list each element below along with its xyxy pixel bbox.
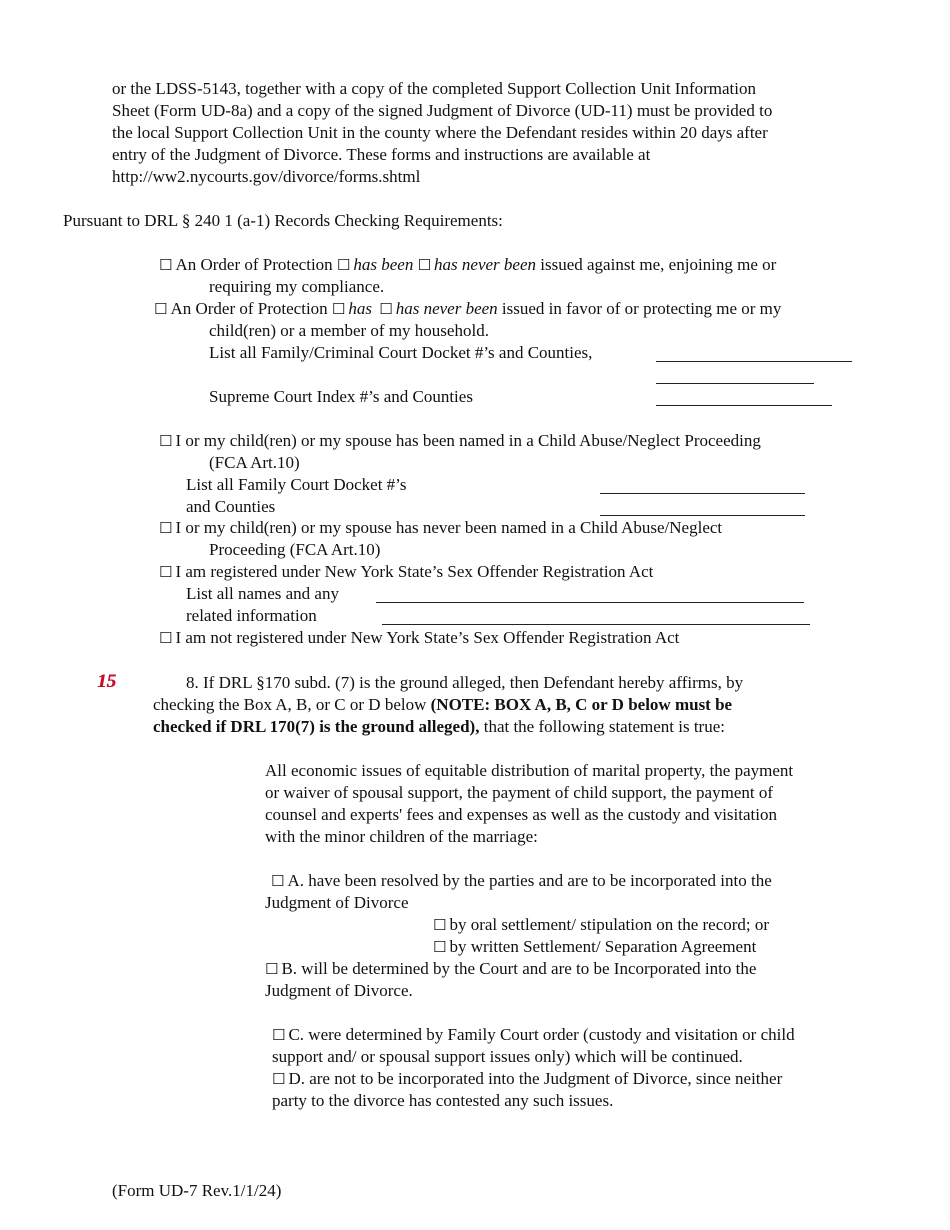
intro-line-4: entry of the Judgment of Divorce. These forms and instructions are available at	[112, 145, 651, 164]
names-label: List all names and any	[186, 584, 339, 603]
intro-line-3: the local Support Collection Unit in the county where the Defendant resides within 20 days after	[112, 123, 768, 142]
written-settlement-checkbox[interactable]: ☐	[433, 938, 447, 956]
oop-against-checkbox[interactable]: ☐	[159, 256, 173, 274]
oop-has-checkbox[interactable]: ☐	[331, 300, 346, 318]
option-c-line-2: support and/ or spousal support issues only) which will be continued.	[272, 1047, 743, 1066]
option-b-line: ☐ B. will be determined by the Court and are to be Incorporated into the	[265, 959, 757, 978]
form-footer: (Form UD-7 Rev.1/1/24)	[112, 1181, 282, 1200]
margin-page-marker: 15	[97, 671, 116, 692]
family-docket-label-2: and Counties	[186, 497, 276, 516]
docket-counties-label: List all Family/Criminal Court Docket #’s and Counties,	[209, 343, 593, 362]
economic-line-2: or waiver of spousal support, the payment of child support, the payment of	[265, 783, 773, 802]
economic-line-3: counsel and experts' fees and expenses as well as the custody and visitation	[265, 805, 777, 824]
records-heading: Pursuant to DRL § 240 1 (a-1) Records Checking Requirements:	[63, 211, 503, 230]
oop-favor-checkbox[interactable]: ☐	[154, 300, 168, 318]
intro-line-1: or the LDSS-5143, together with a copy of the completed Support Collection Unit Information	[112, 79, 756, 98]
family-docket-field-1[interactable]	[600, 493, 805, 494]
option-a-line: ☐ A. have been resolved by the parties and are to be incorporated into the	[271, 871, 772, 890]
abuse-never-line: ☐ I or my child(ren) or my spouse has never been named in a Child Abuse/Neglect	[159, 518, 723, 537]
abuse-never-checkbox[interactable]: ☐	[159, 519, 173, 537]
family-docket-field-2[interactable]	[600, 515, 805, 516]
option-a-oral: ☐ by oral settlement/ stipulation on the record; or	[433, 915, 770, 934]
option-a-line-2: Judgment of Divorce	[265, 893, 409, 912]
option-c-line: ☐ C. were determined by Family Court order (custody and visitation or child	[272, 1025, 795, 1044]
family-docket-label: List all Family Court Docket #’s	[186, 475, 407, 494]
abuse-never-line-2: Proceeding (FCA Art.10)	[209, 540, 381, 559]
oop-against-line-2: requiring my compliance.	[209, 277, 385, 296]
registered-line: ☐ I am registered under New York State’s Sex Offender Registration Act	[159, 562, 654, 581]
not-registered-line: ☐ I am not registered under New York State’s Sex Offender Registration Act	[159, 628, 680, 647]
option-b-checkbox[interactable]: ☐	[265, 960, 279, 978]
not-registered-checkbox[interactable]: ☐	[159, 629, 173, 647]
option-c-checkbox[interactable]: ☐	[272, 1026, 286, 1044]
oop-has-been-checkbox[interactable]: ☐	[336, 256, 351, 274]
docket-counties-field-2[interactable]	[656, 383, 814, 384]
oop-has-never-been-checkbox[interactable]: ☐	[417, 256, 432, 274]
option-a-checkbox[interactable]: ☐	[271, 872, 285, 890]
option-d-line: ☐ D. are not to be incorporated into the Judgment of Divorce, since neither	[272, 1069, 783, 1088]
index-counties-field[interactable]	[656, 405, 832, 406]
abuse-named-checkbox[interactable]: ☐	[159, 432, 173, 450]
option-d-line-2: party to the divorce has contested any such issues.	[272, 1091, 614, 1110]
economic-line-4: with the minor children of the marriage:	[265, 827, 538, 846]
section8-line-2: checking the Box A, B, or C or D below (NOTE: BOX A, B, C or D below must be	[153, 695, 733, 714]
section8-line-3: checked if DRL 170(7) is the ground alleged), that the following statement is true:	[153, 717, 725, 736]
oral-settlement-checkbox[interactable]: ☐	[433, 916, 447, 934]
names-label-2: related information	[186, 606, 317, 625]
option-a-written: ☐ by written Settlement/ Separation Agreement	[433, 937, 757, 956]
abuse-named-line: ☐ I or my child(ren) or my spouse has been named in a Child Abuse/Neglect Proceeding	[159, 431, 761, 450]
intro-line-2: Sheet (Form UD-8a) and a copy of the signed Judgment of Divorce (UD-11) must be provided to	[112, 101, 773, 120]
forms-url: http://ww2.nycourts.gov/divorce/forms.shtml	[112, 167, 421, 186]
oop-has-never-checkbox[interactable]: ☐	[379, 300, 393, 318]
names-field-2[interactable]	[382, 624, 810, 625]
section8-line-1: 8. If DRL §170 subd. (7) is the ground alleged, then Defendant hereby affirms, by	[186, 673, 744, 692]
economic-line-1: All economic issues of equitable distribution of marital property, the payment	[265, 761, 794, 780]
oop-favor-line: ☐ An Order of Protection ☐ has ☐ has never been issued in favor of or protecting me or my	[154, 299, 782, 318]
docket-counties-field-1[interactable]	[656, 361, 852, 362]
index-counties-label: Supreme Court Index #’s and Counties	[209, 387, 473, 406]
abuse-named-line-2: (FCA Art.10)	[209, 453, 300, 472]
option-d-checkbox[interactable]: ☐	[272, 1070, 286, 1088]
option-b-line-2: Judgment of Divorce.	[265, 981, 413, 1000]
oop-against-line: ☐ An Order of Protection ☐ has been ☐ has never been issued against me, enjoining me or	[159, 255, 777, 274]
registered-checkbox[interactable]: ☐	[159, 563, 173, 581]
oop-favor-line-2: child(ren) or a member of my household.	[209, 321, 489, 340]
names-field-1[interactable]	[376, 602, 804, 603]
